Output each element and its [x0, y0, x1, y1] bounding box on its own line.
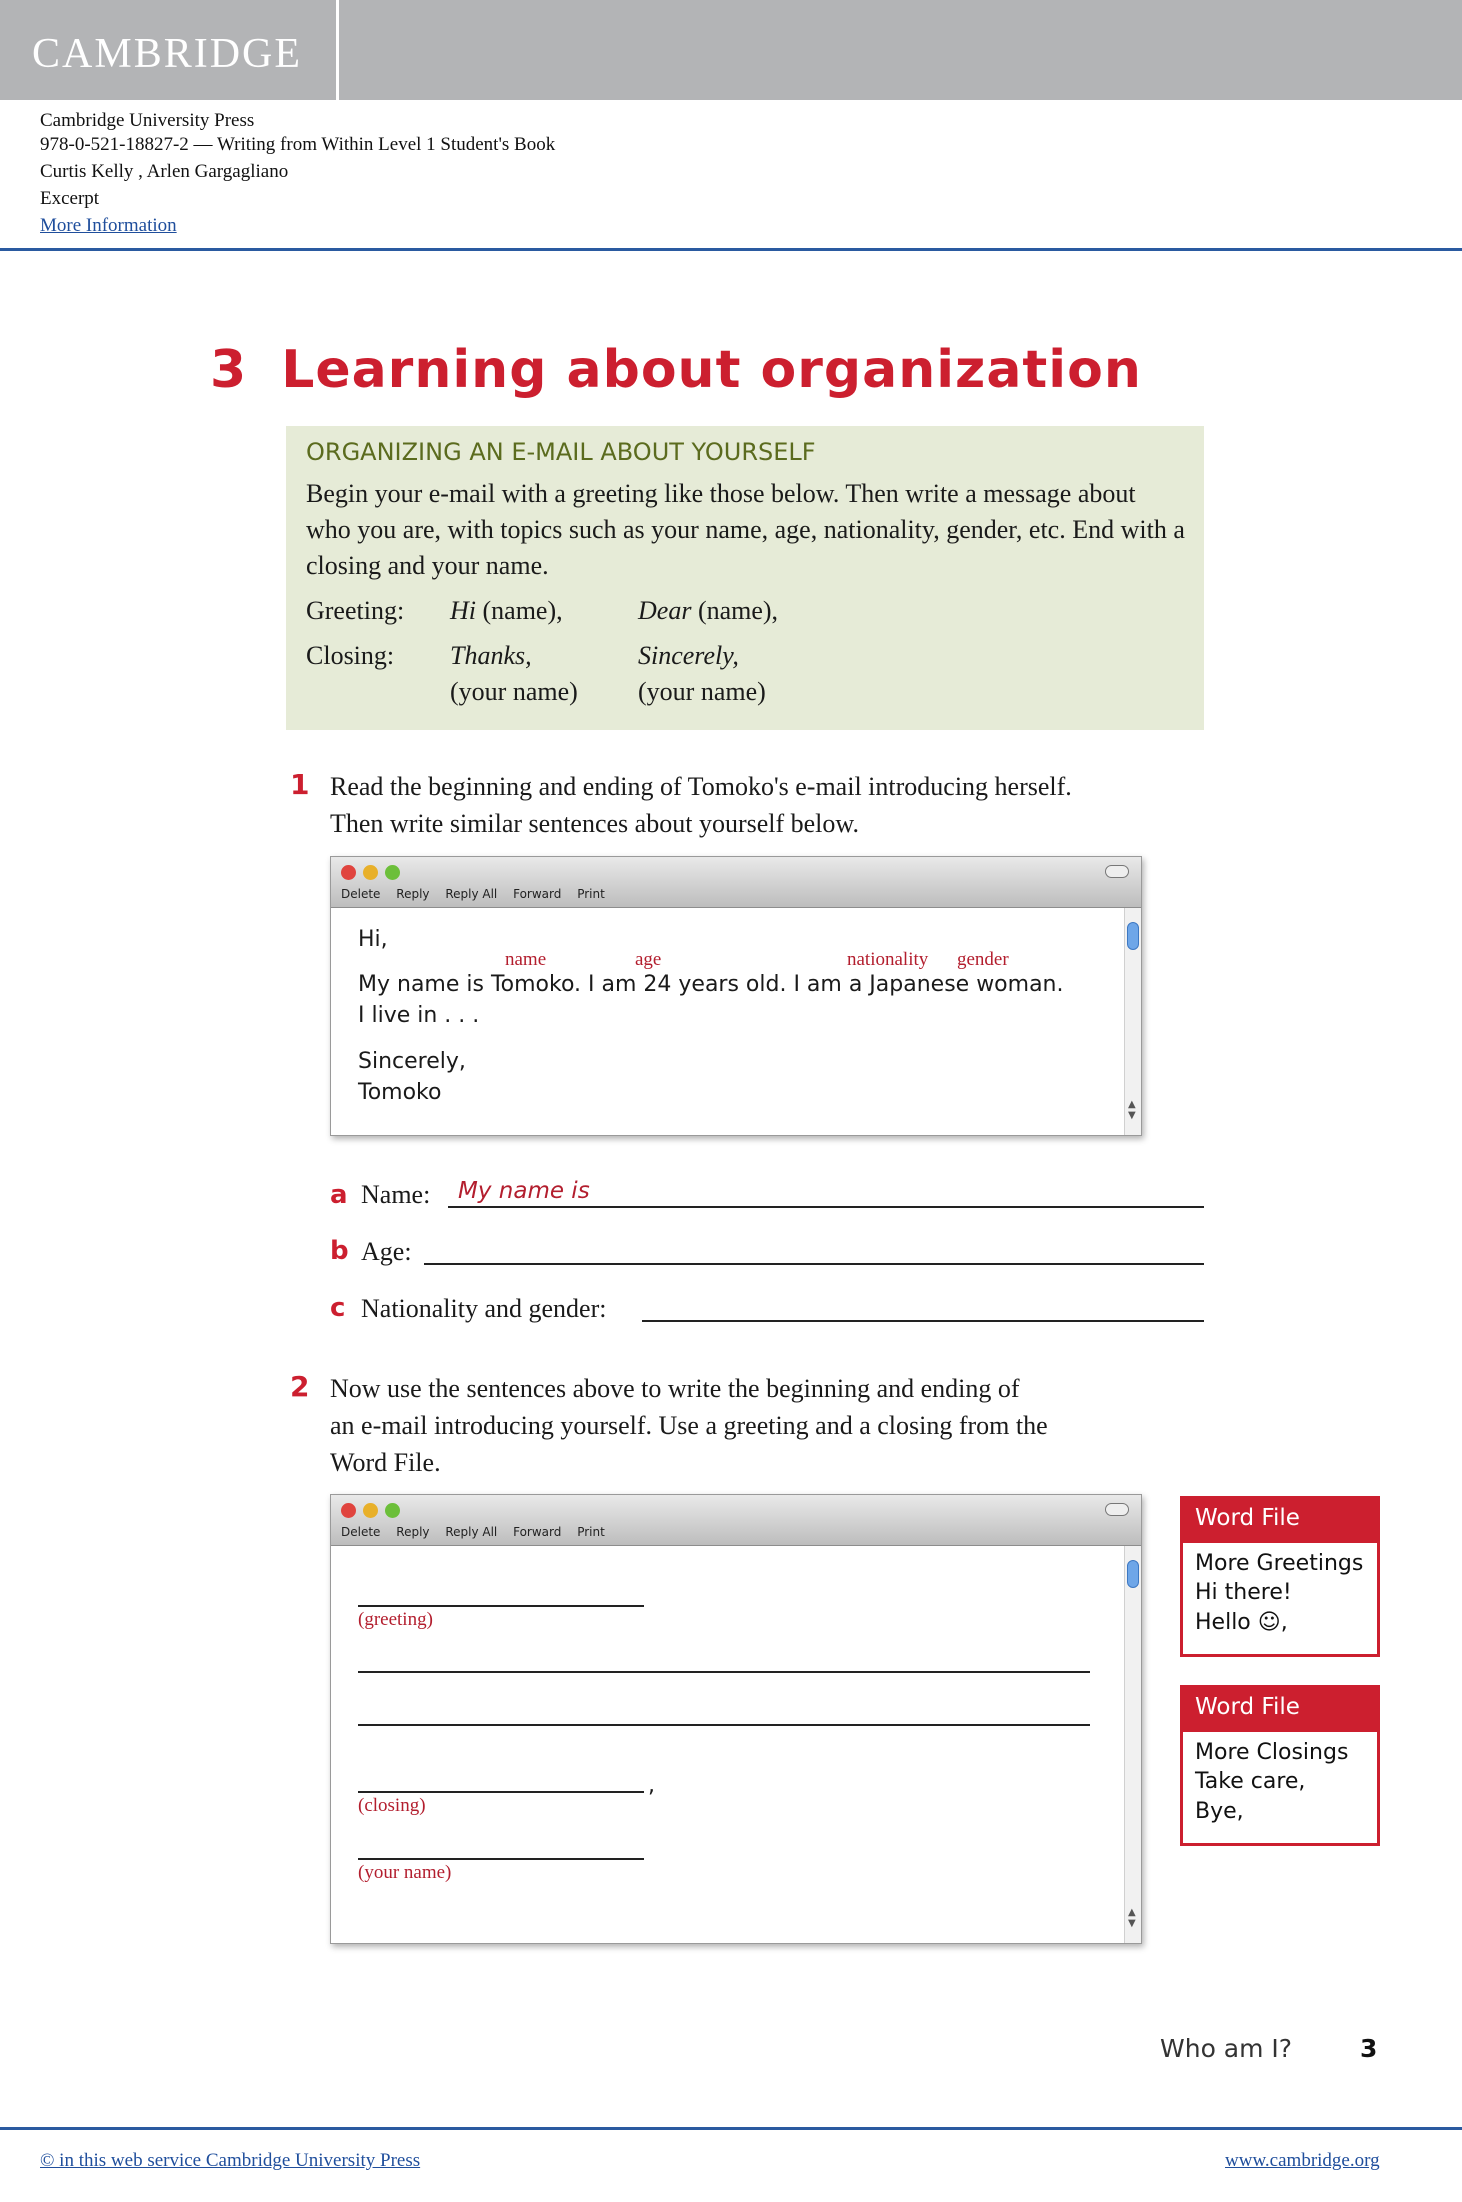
info-box-body: Begin your e-mail with a greeting like those below. Then write a message about who you are, with topics such as your name, age, nationality, gender, etc. End with a closing and your name. [306, 479, 1185, 580]
info-box-heading: ORGANIZING AN E-MAIL ABOUT YOURSELF [306, 438, 816, 466]
annotation-age: age [635, 949, 662, 970]
email-body-line2: I live in . . . [358, 1003, 480, 1028]
running-head: Who am I? [1160, 2034, 1293, 2063]
greeting-dear: Dear (name), [638, 596, 779, 625]
word-file-greetings [1180, 1496, 1380, 1657]
publisher: Cambridge University Press [40, 110, 255, 131]
toolbar-toggle-icon[interactable] [1105, 1503, 1129, 1516]
scrollbar-thumb[interactable] [1127, 922, 1139, 950]
closing-label: Closing: [306, 641, 395, 670]
greeting-caption: (greeting) [358, 1609, 433, 1630]
copyright-link[interactable]: © in this web service Cambridge University Press [40, 2150, 421, 2171]
message-line-2[interactable] [358, 1724, 1090, 1726]
item-b-answer-line[interactable] [424, 1263, 1204, 1265]
closing-your-name-1: (your name) [450, 677, 578, 706]
header-divider [336, 0, 339, 100]
reply-button[interactable]: Reply [396, 887, 430, 901]
item-b-letter: b [330, 1236, 349, 1266]
delete-button[interactable]: Delete [341, 887, 381, 901]
close-window-icon[interactable] [341, 865, 356, 880]
reply-all-button[interactable]: Reply All [445, 887, 498, 901]
greeting-label: Greeting: [306, 596, 405, 625]
closing-caption: (closing) [358, 1795, 426, 1816]
print-button[interactable]: Print [577, 1525, 605, 1539]
word-file-title: Word File [1183, 1499, 1377, 1543]
reply-button[interactable]: Reply [396, 1525, 430, 1539]
item-c-letter: c [330, 1293, 346, 1323]
your-name-caption: (your name) [358, 1862, 452, 1883]
annotation-nationality: nationality [847, 949, 929, 970]
more-information-link[interactable]: More Information [40, 215, 177, 236]
scrollbar-thumb[interactable] [1127, 1560, 1139, 1588]
item-a-answer-line[interactable] [448, 1206, 1204, 1208]
word-file-title: Word File [1183, 1688, 1377, 1732]
word-file-subtitle: More Closings [1195, 1740, 1349, 1765]
closing-your-name-2: (your name) [638, 677, 766, 706]
isbn-title: 978-0-521-18827-2 — Writing from Within Level 1 Student's Book [40, 134, 556, 155]
reply-all-button[interactable]: Reply All [445, 1525, 498, 1539]
print-button[interactable]: Print [577, 887, 605, 901]
excerpt-label: Excerpt [40, 188, 100, 209]
word-file-closings [1180, 1685, 1380, 1846]
word-file-item: Hello ☺, [1195, 1610, 1288, 1635]
page-number: 3 [1360, 2034, 1378, 2063]
exercise-2-number: 2 [290, 1370, 310, 1403]
exercise-1-instruction-line1: Read the beginning and ending of Tomoko's e-mail introducing herself. [330, 772, 1072, 801]
annotation-gender: gender [957, 949, 1009, 970]
email-closing: Sincerely, [358, 1049, 466, 1074]
exercise-2-instruction-line3: Word File. [330, 1448, 441, 1477]
item-a-letter: a [330, 1180, 348, 1210]
word-file-item: Hi there! [1195, 1580, 1292, 1605]
exercise-2-instruction-line1: Now use the sentences above to write the beginning and ending of [330, 1374, 1020, 1403]
email-scrollbar[interactable] [1124, 908, 1141, 1135]
message-line-1[interactable] [358, 1671, 1090, 1673]
item-c-label: Nationality and gender: [361, 1294, 607, 1323]
minimize-window-icon[interactable] [363, 1503, 378, 1518]
exercise-1-instruction-line2: Then write similar sentences about yourself below. [330, 809, 859, 838]
word-file-item: Bye, [1195, 1799, 1244, 1824]
zoom-window-icon[interactable] [385, 865, 400, 880]
email-greeting: Hi, [358, 927, 388, 952]
greeting-line[interactable] [358, 1605, 644, 1607]
footer-rule [0, 2127, 1462, 2130]
exercise-2-instruction-line2: an e-mail introducing yourself. Use a greeting and a closing from the [330, 1411, 1048, 1440]
closing-thanks: Thanks, [450, 641, 532, 670]
close-window-icon[interactable] [341, 1503, 356, 1518]
website-link[interactable]: www.cambridge.org [1225, 2150, 1380, 2171]
item-a-label: Name: [361, 1180, 431, 1209]
authors: Curtis Kelly , Arlen Gargagliano [40, 161, 289, 182]
scroll-arrows-icon[interactable]: ▲ ▼ [1128, 1099, 1136, 1121]
email-toolbar [331, 857, 1141, 908]
delete-button[interactable]: Delete [341, 1525, 381, 1539]
exercise-1-number: 1 [290, 768, 310, 801]
word-file-subtitle: More Greetings [1195, 1551, 1364, 1576]
item-c-answer-line[interactable] [642, 1320, 1204, 1322]
email-signature: Tomoko [358, 1080, 442, 1105]
annotation-name: name [505, 949, 547, 970]
cambridge-logo: CAMBRIDGE [32, 31, 303, 77]
zoom-window-icon[interactable] [385, 1503, 400, 1518]
item-a-answer: My name is [458, 1178, 590, 1204]
forward-button[interactable]: Forward [513, 1525, 562, 1539]
header-rule [0, 248, 1462, 251]
page-title [210, 340, 1142, 400]
item-b-label: Age: [361, 1237, 412, 1266]
closing-comma: , [648, 1773, 655, 1798]
closing-line[interactable] [358, 1791, 644, 1793]
compose-toolbar [331, 1495, 1141, 1546]
compose-scrollbar[interactable] [1124, 1546, 1141, 1943]
word-file-item: Take care, [1195, 1769, 1306, 1794]
compose-email-window [330, 1494, 1142, 1944]
forward-button[interactable]: Forward [513, 887, 562, 901]
sample-email-window [330, 856, 1142, 1136]
toolbar-toggle-icon[interactable] [1105, 865, 1129, 878]
scroll-arrows-icon[interactable]: ▲ ▼ [1128, 1907, 1136, 1929]
section-number: 3 [210, 340, 248, 400]
email-body-line1: My name is Tomoko. I am 24 years old. I am a Japanese woman. [358, 972, 1064, 997]
closing-sincerely: Sincerely, [638, 641, 739, 670]
greeting-hi: Hi (name), [450, 596, 563, 625]
your-name-line[interactable] [358, 1858, 644, 1860]
section-title: Learning about organization [281, 340, 1142, 400]
minimize-window-icon[interactable] [363, 865, 378, 880]
